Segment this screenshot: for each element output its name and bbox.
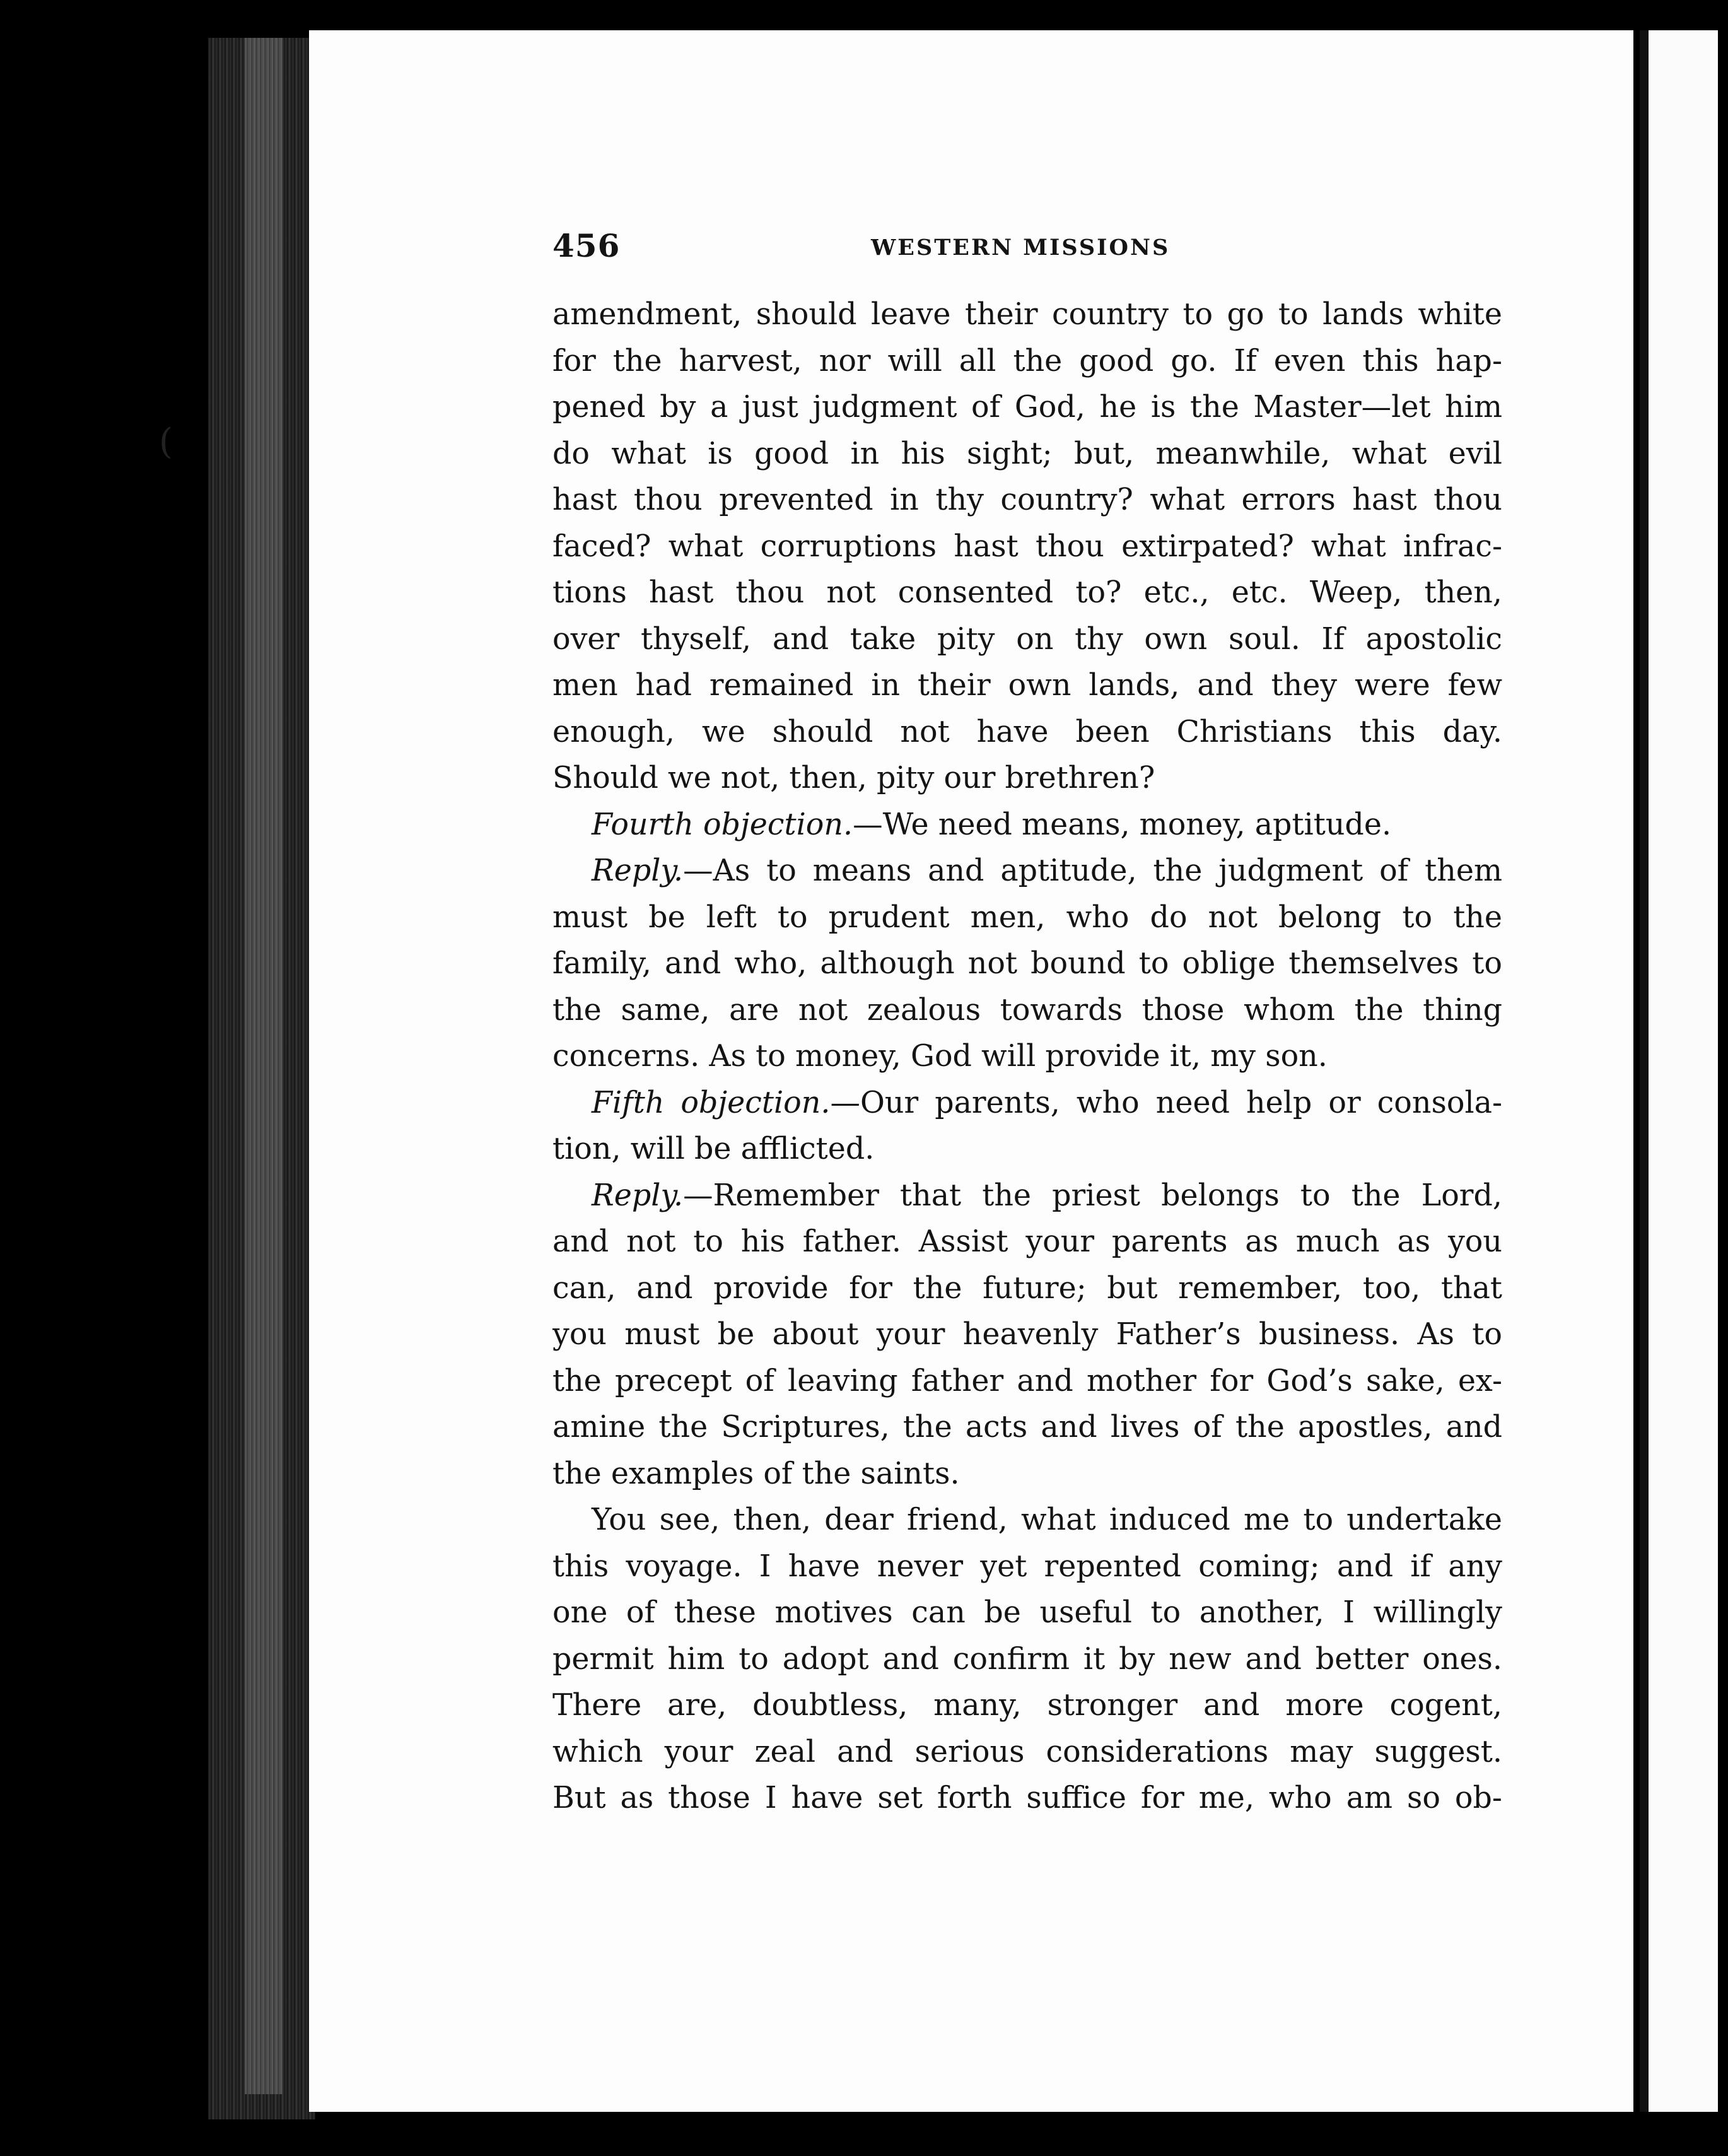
text-line xyxy=(552,291,1502,338)
text-line xyxy=(552,1311,1502,1358)
paragraph-first-line xyxy=(552,1497,1502,1544)
text-line xyxy=(552,1126,1502,1173)
text-line xyxy=(552,1219,1502,1265)
line-text: you must be about your heavenly Father’s business. As to xyxy=(552,1317,1502,1352)
text-line xyxy=(552,1265,1502,1312)
line-text: the same, are not zealous towards those whom the thing xyxy=(552,992,1502,1028)
page-number: 456 xyxy=(552,227,621,264)
objection-line xyxy=(552,802,1502,848)
line-text: men had remained in their own lands, and they were few xyxy=(552,668,1502,703)
text-line xyxy=(552,894,1502,941)
text-line xyxy=(552,570,1502,616)
text-line xyxy=(552,1404,1502,1451)
text-line xyxy=(552,338,1502,385)
line-text: —We need means, money, aptitude. xyxy=(853,807,1392,842)
line-text: faced? what corruptions hast thou extirpated? what infrac- xyxy=(552,529,1502,564)
objection-heading: Fifth objection. xyxy=(592,1085,831,1120)
line-text: can, and provide for the future; but remember, too, that xyxy=(552,1270,1502,1306)
text-line xyxy=(552,477,1502,524)
reply-heading: Reply. xyxy=(592,853,684,888)
line-text: There are, doubtless, many, stronger and more cogent, xyxy=(552,1688,1502,1723)
text-line xyxy=(552,1451,1502,1497)
line-text: —Our parents, who need help or consola- xyxy=(830,1085,1502,1120)
line-text: Should we not, then, pity our brethren? xyxy=(552,761,1155,795)
running-header xyxy=(552,227,1502,278)
book-fore-edge-highlight xyxy=(245,38,283,2094)
text-line xyxy=(552,1682,1502,1729)
line-text: one of these motives can be useful to another, I willingly xyxy=(552,1595,1502,1630)
line-text: and not to his father. Assist your parents as much as you xyxy=(552,1224,1502,1259)
line-text: this voyage. I have never yet repented coming; and if any xyxy=(552,1549,1502,1584)
line-text: permit him to adopt and confirm it by new and better ones. xyxy=(552,1641,1502,1677)
text-line xyxy=(552,1729,1502,1776)
line-text: amine the Scriptures, the acts and lives of the apostles, and xyxy=(552,1410,1502,1444)
text-line xyxy=(552,1636,1502,1683)
line-text: which your zeal and serious considerations may suggest. xyxy=(552,1734,1502,1769)
text-line xyxy=(552,524,1502,570)
text-line xyxy=(552,1544,1502,1590)
adjacent-page-edge xyxy=(1640,30,1718,2112)
line-text: amendment, should leave their country to go to lands white xyxy=(552,297,1502,332)
text-line xyxy=(552,1590,1502,1636)
text-line xyxy=(552,940,1502,987)
text-line xyxy=(552,755,1502,802)
text-line xyxy=(552,1775,1502,1822)
text-line xyxy=(552,431,1502,477)
page-text-block xyxy=(552,227,1502,1822)
line-text: do what is good in his sight; but, meanwhile, what evil xyxy=(552,436,1502,471)
line-text: You see, then, dear friend, what induced me to undertake xyxy=(592,1503,1502,1537)
line-text: must be left to prudent men, who do not belong to the xyxy=(552,899,1502,935)
line-text: family, and who, although not bound to oblige themselves to xyxy=(552,946,1502,981)
line-text: for the harvest, nor will all the good go. If even this hap- xyxy=(552,343,1502,378)
reply-line xyxy=(552,1173,1502,1219)
running-title: WESTERN MISSIONS xyxy=(871,235,1170,261)
text-line xyxy=(552,987,1502,1034)
line-text: tion, will be afflicted. xyxy=(552,1132,875,1166)
line-text: the examples of the saints. xyxy=(552,1456,960,1491)
text-line xyxy=(552,1358,1502,1405)
text-line xyxy=(552,1033,1502,1080)
text-line xyxy=(552,662,1502,709)
line-text: pened by a just judgment of God, he is the Master—let him xyxy=(552,390,1502,425)
reply-heading: Reply. xyxy=(592,1178,684,1213)
line-text: —Remember that the priest belongs to the Lord, xyxy=(683,1178,1502,1213)
objection-heading: Fourth objection. xyxy=(592,807,853,842)
reply-line xyxy=(552,848,1502,894)
objection-line xyxy=(552,1080,1502,1127)
text-line xyxy=(552,709,1502,756)
line-text: hast thou prevented in thy country? what errors hast thou xyxy=(552,483,1502,517)
line-text: concerns. As to money, God will provide it, my son. xyxy=(552,1039,1328,1074)
line-text: But as those I have set forth suffice for me, who am so ob- xyxy=(552,1781,1502,1815)
text-line xyxy=(552,616,1502,663)
line-text: tions hast thou not consented to? etc., etc. Weep, then, xyxy=(552,575,1502,610)
line-text: over thyself, and take pity on thy own soul. If apostolic xyxy=(552,621,1502,657)
line-text: —As to means and aptitude, the judgment of them xyxy=(683,853,1502,888)
line-text: enough, we should not have been Christians this day. xyxy=(552,714,1502,749)
margin-paren-mark: ( xyxy=(159,421,173,462)
line-text: the precept of leaving father and mother for God’s sake, ex- xyxy=(552,1363,1502,1398)
text-line xyxy=(552,384,1502,431)
